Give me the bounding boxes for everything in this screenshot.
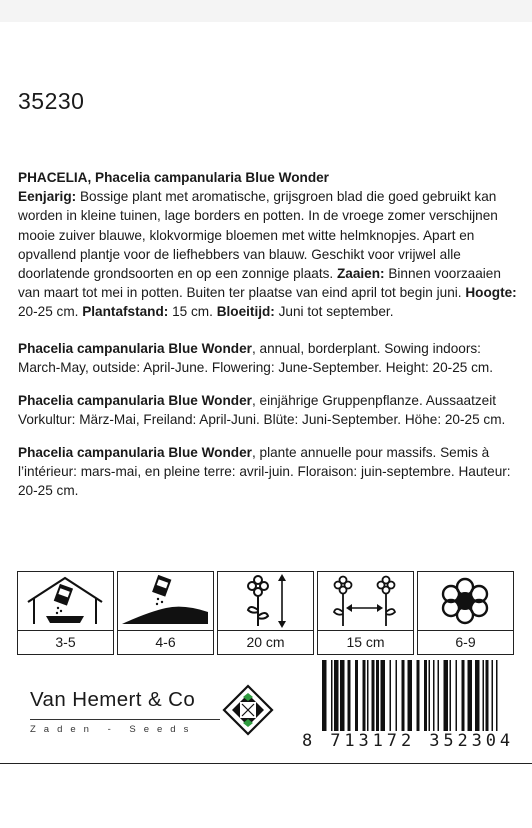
barcode-bar	[408, 660, 413, 732]
indoor-sowing-icon	[17, 571, 114, 631]
plantafstand-text: 15 cm.	[168, 304, 217, 320]
barcode-bar	[456, 660, 458, 732]
barcode-bar	[402, 660, 405, 732]
english-text: , annual, borderplant. Sowing indoors: March-May, outside: April-June. Flowering: June-September. Height: 20-25 cm.	[18, 341, 493, 376]
brand-logo	[30, 688, 220, 735]
barcode-bar	[486, 660, 489, 732]
english-name: Phacelia campanularia Blue Wonder	[18, 341, 252, 356]
indoor-sowing-label: 3-5	[17, 631, 114, 655]
growing-info-icons	[17, 571, 516, 655]
french-text: , plante annuelle pour massifs. Semis à l’intérieur: mars-mai, en pleine terre: avril-juin. Floraison: juin-septembre. Hauteur: 20-25 cm.	[18, 445, 511, 499]
barcode-bar	[462, 660, 465, 732]
eenjarig-text: Bossige plant met aromatische, grijsgroen blad die goed gebruikt kan worden in kleine tuinen, lage borders en potten. In de vroege zomer verschijnen mooie zuiver blauwe, klokvormige bloemen met witte helmknopjes. Apart en opvallend plantje voor de liefhebbers van blauw. Geschikt voor vrijwel alle doorlatende grondsoorten en op een zonnige plaats.	[18, 189, 498, 282]
plant-spacing-icon	[317, 571, 414, 631]
barcode-bar	[438, 660, 440, 732]
icon-cell-outdoor-sowing	[117, 571, 214, 655]
icon-cell-plant-height	[217, 571, 314, 655]
outdoor-sowing-label: 4-6	[117, 631, 214, 655]
barcode-bar	[367, 660, 369, 732]
barcode-bar	[429, 660, 431, 732]
german-text: , einjährige Gruppenpflanze. Aussaatzeit Vorkultur: März-Mai, Freiland: April-Juni. Blüte: Juni-September. Höhe: 20-25 cm.	[18, 393, 506, 428]
dutch-title: PHACELIA, Phacelia campanularia Blue Wonder	[18, 170, 329, 185]
german-description	[18, 391, 518, 429]
barcode-bar	[444, 660, 449, 732]
top-band	[0, 0, 532, 22]
barcode-bar	[390, 660, 392, 732]
outdoor-sowing-icon	[117, 571, 214, 631]
barcode-bar	[334, 660, 339, 732]
barcode-bar	[348, 660, 351, 732]
product-code: 35230	[18, 88, 85, 114]
bloeitijd-text: Juni tot september.	[274, 304, 394, 320]
barcode-digits: 8 713172 352304	[302, 731, 515, 751]
english-description	[18, 339, 518, 377]
barcode-bar	[483, 660, 485, 732]
barcode-bar	[433, 660, 435, 732]
barcode-bar	[468, 660, 473, 732]
brand-subtitle: Zaden - Seeds	[30, 724, 197, 735]
barcode-bar	[340, 660, 345, 732]
french-description	[18, 443, 518, 501]
plantafstand-label: Plantafstand:	[82, 304, 169, 320]
barcode-bar	[363, 660, 366, 732]
barcode-bar	[424, 660, 427, 732]
french-name: Phacelia campanularia Blue Wonder	[18, 445, 252, 460]
brand-divider	[30, 719, 220, 720]
icon-cell-flowering	[417, 571, 514, 655]
barcode-bar	[372, 660, 375, 732]
flowering-icon	[417, 571, 514, 631]
barcode-bar	[475, 660, 480, 732]
zaaien-label: Zaaien:	[336, 266, 385, 282]
barcode-bar	[381, 660, 386, 732]
hoogte-label: Hoogte:	[465, 285, 517, 301]
plant-height-label: 20 cm	[217, 631, 314, 655]
barcode-bar	[492, 660, 494, 732]
german-name: Phacelia campanularia Blue Wonder	[18, 393, 252, 408]
plant-height-icon	[217, 571, 314, 631]
plant-spacing-label: 15 cm	[317, 631, 414, 655]
brand-name: Van Hemert & Co	[30, 688, 196, 711]
barcode-bar	[355, 660, 358, 732]
eenjarig-label: Eenjarig:	[18, 189, 77, 205]
flowering-label: 6-9	[417, 631, 514, 655]
barcode-bar	[450, 660, 452, 732]
bottom-rule	[0, 763, 532, 764]
brand-diamond-icon	[222, 684, 274, 736]
barcode-bar	[376, 660, 379, 732]
zaaien-text: Binnen voorzaaien van maart tot mei in potten. Buiten ter plaatse van eind april tot begin juni.	[18, 266, 501, 301]
dutch-description	[18, 168, 518, 322]
hoogte-text: 20-25 cm.	[18, 304, 83, 320]
icon-cell-plant-spacing	[317, 571, 414, 655]
icon-cell-indoor-sowing	[17, 571, 114, 655]
bloeitijd-label: Bloeitijd:	[216, 304, 275, 320]
barcode-bar	[396, 660, 398, 732]
